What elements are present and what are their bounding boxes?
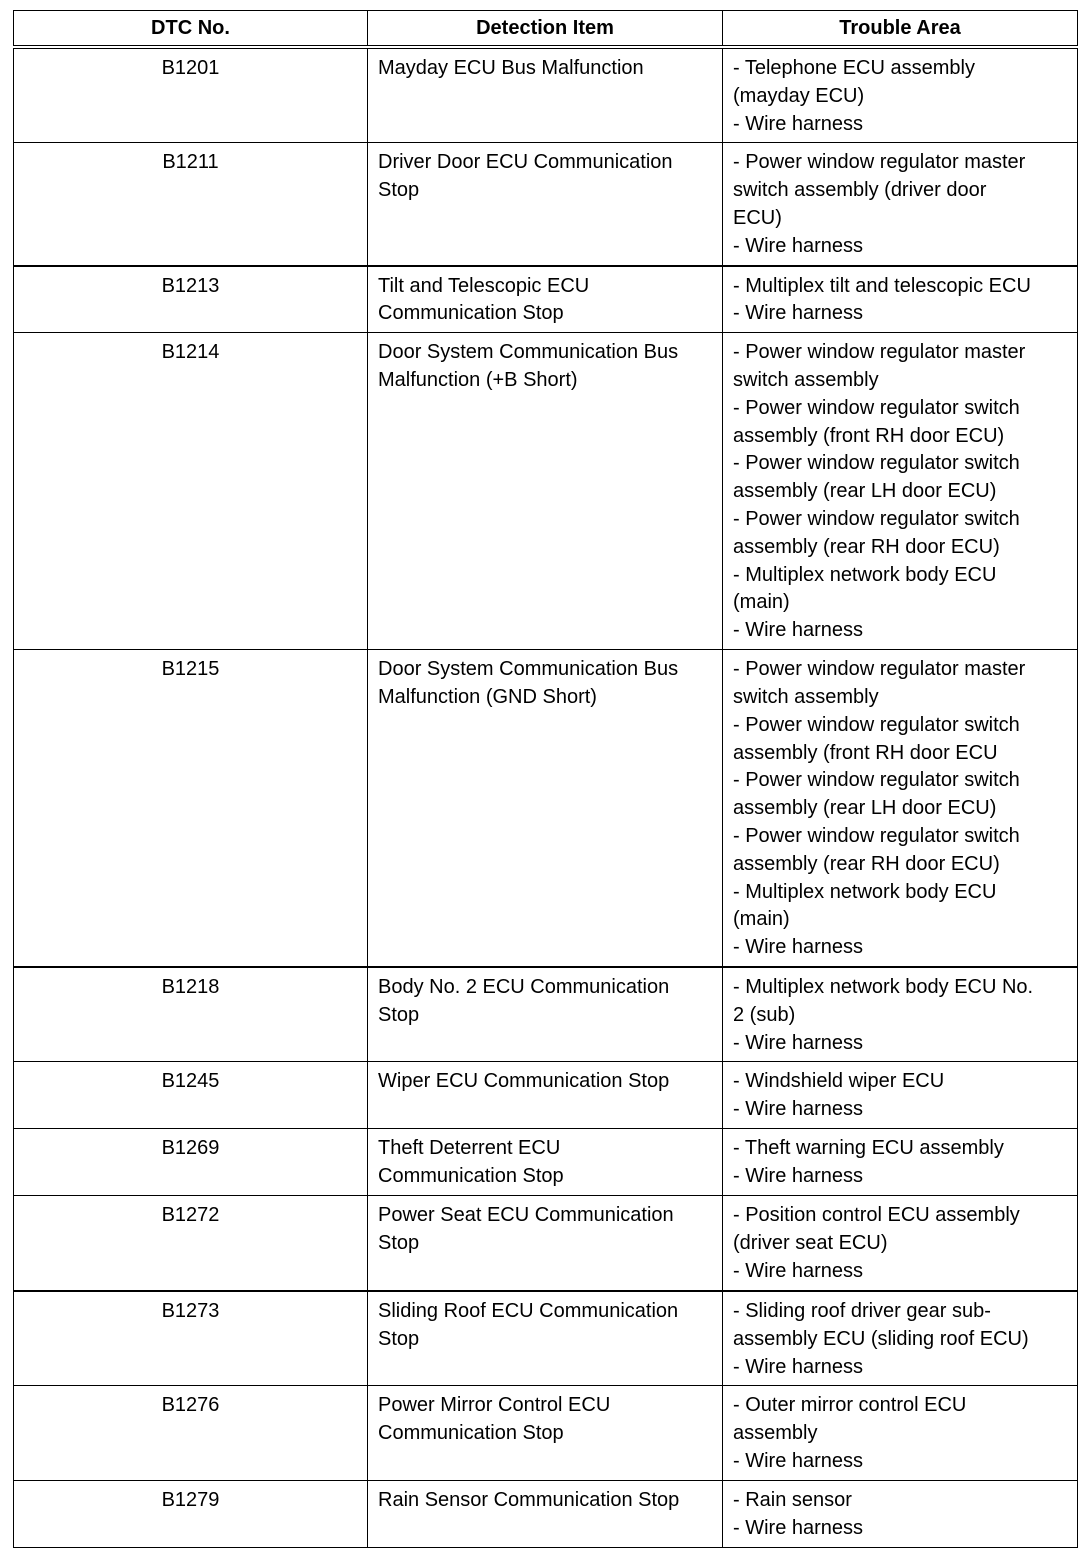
table-row: [14, 1291, 1078, 1386]
table-row: [14, 47, 1078, 143]
trouble-area: - Theft warning ECU assembly - Wire harness: [723, 1129, 1078, 1196]
dtc-code: B1245: [14, 1062, 368, 1129]
trouble-area: - Power window regulator master switch assembly (driver door ECU) - Wire harness: [723, 143, 1078, 266]
dtc-code: B1214: [14, 333, 368, 650]
trouble-area: - Sliding roof driver gear sub- assembly ECU (sliding roof ECU) - Wire harness: [723, 1291, 1078, 1386]
trouble-area: - Telephone ECU assembly (mayday ECU) - Wire harness: [723, 47, 1078, 143]
trouble-area: - Multiplex network body ECU No. 2 (sub) - Wire harness: [723, 967, 1078, 1062]
detection-item: Tilt and Telescopic ECU Communication Stop: [368, 266, 723, 333]
dtc-code: B1272: [14, 1196, 368, 1291]
trouble-area: - Rain sensor - Wire harness: [723, 1481, 1078, 1548]
detection-item: Body No. 2 ECU Communication Stop: [368, 967, 723, 1062]
trouble-area: - Position control ECU assembly (driver seat ECU) - Wire harness: [723, 1196, 1078, 1291]
table-header: [14, 11, 1078, 48]
dtc-code: B1218: [14, 967, 368, 1062]
dtc-code: B1201: [14, 47, 368, 143]
dtc-code: B1215: [14, 650, 368, 967]
table-row: [14, 266, 1078, 333]
detection-item: Driver Door ECU Communication Stop: [368, 143, 723, 266]
dtc-code: B1273: [14, 1291, 368, 1386]
table-row: [14, 333, 1078, 650]
dtc-code: B1276: [14, 1386, 368, 1481]
trouble-area: - Power window regulator master switch assembly - Power window regulator switch assembly (front RH door ECU) - Power window regulator switch assembly (rear LH door ECU) - Power window regulator switch assembly (rear RH door ECU) - Multiplex network body ECU (main) - Wire harness: [723, 333, 1078, 650]
trouble-area: - Outer mirror control ECU assembly - Wire harness: [723, 1386, 1078, 1481]
detection-item: Theft Deterrent ECU Communication Stop: [368, 1129, 723, 1196]
table-row: [14, 1196, 1078, 1291]
table-row: [14, 1481, 1078, 1548]
trouble-area: - Multiplex tilt and telescopic ECU - Wire harness: [723, 266, 1078, 333]
detection-item: Door System Communication Bus Malfunction (+B Short): [368, 333, 723, 650]
table-row: [14, 143, 1078, 266]
header-dtc-no: DTC No.: [14, 11, 368, 48]
detection-item: Sliding Roof ECU Communication Stop: [368, 1291, 723, 1386]
header-row: [14, 11, 1078, 48]
header-trouble-area: Trouble Area: [723, 11, 1078, 48]
dtc-table: [13, 10, 1078, 1548]
table-row: [14, 1129, 1078, 1196]
detection-item: Door System Communication Bus Malfunction (GND Short): [368, 650, 723, 967]
table-row: [14, 650, 1078, 967]
table-row: [14, 967, 1078, 1062]
dtc-code: B1269: [14, 1129, 368, 1196]
detection-item: Wiper ECU Communication Stop: [368, 1062, 723, 1129]
detection-item: Power Mirror Control ECU Communication Stop: [368, 1386, 723, 1481]
dtc-code: B1211: [14, 143, 368, 266]
table-row: [14, 1062, 1078, 1129]
detection-item: Power Seat ECU Communication Stop: [368, 1196, 723, 1291]
trouble-area: - Windshield wiper ECU - Wire harness: [723, 1062, 1078, 1129]
trouble-area: - Power window regulator master switch assembly - Power window regulator switch assembly (front RH door ECU - Power window regulator switch assembly (rear LH door ECU) - Power window regulator switch assembly (rear RH door ECU) - Multiplex network body ECU (main) - Wire harness: [723, 650, 1078, 967]
table-body: [14, 47, 1078, 1548]
detection-item: Mayday ECU Bus Malfunction: [368, 47, 723, 143]
header-detection-item: Detection Item: [368, 11, 723, 48]
table-row: [14, 1386, 1078, 1481]
dtc-code: B1213: [14, 266, 368, 333]
dtc-code: B1279: [14, 1481, 368, 1548]
detection-item: Rain Sensor Communication Stop: [368, 1481, 723, 1548]
